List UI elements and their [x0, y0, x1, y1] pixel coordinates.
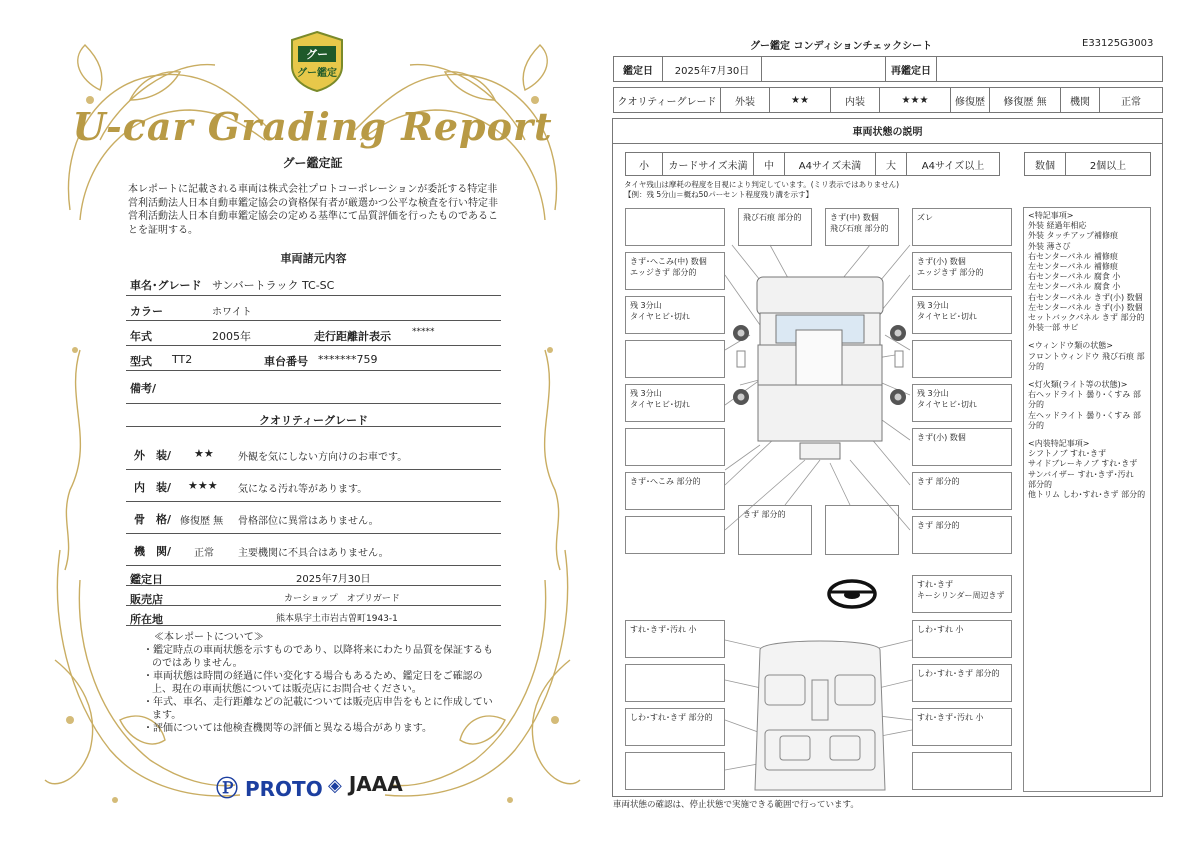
- quality-row-engine: 機 関/ 正常 主要機関に不具合はありません。: [126, 534, 501, 566]
- sheet-date-value: 2025年7月30日: [662, 56, 762, 82]
- sheet-repair-value: 修復歴 無: [989, 87, 1061, 113]
- int-box-r2: しわ･すれ･きず 部分的: [912, 664, 1012, 702]
- ext-box-r4: 残 3分山 タイヤヒビ･切れ: [912, 384, 1012, 422]
- goo-appraisal-logo-icon: [288, 30, 346, 92]
- ext-box-t4: ズレ: [912, 208, 1012, 246]
- appraisal-date-row: 鑑定日 2025年7月30日: [126, 566, 501, 586]
- spec-row-name: 車名･グレード サンバートラック TC-SC: [126, 270, 501, 296]
- grading-certificate: [40, 20, 585, 825]
- int-box-l1: すれ･きず･汚れ 小: [625, 620, 725, 658]
- int-box-l2: [625, 664, 725, 702]
- ext-box-t3: きず(中) 数個 飛び石痕 部分的: [825, 208, 899, 246]
- ext-box-r2: 残 3分山 タイヤヒビ･切れ: [912, 296, 1012, 334]
- int-box-l3: しわ･すれ･きず 部分的: [625, 708, 725, 746]
- description-title: 車両状態の説明: [612, 118, 1163, 144]
- quality-row-interior: 内 装/ ★★★ 気になる汚れ等があります。: [126, 470, 501, 502]
- certificate-intro: 本レポートに記載される車両は株式会社プロトコーポレーションが委託する特定非営利活動法人日本自動車鑑定協会の資格保有者が厳選かつ公平な検査を行い特定非営利活動法人日本自動車鑑定協会の定める基準にて品質評価を行ったものであることを証明する。: [128, 184, 498, 236]
- ext-box-r3: [912, 340, 1012, 378]
- quality-title: クオリティーグレード: [259, 414, 368, 427]
- proto-logo: Ⓟ PROTO: [216, 777, 323, 802]
- quality-row-frame: 骨 格/ 修復歴 無 骨格部位に異常はありません。: [126, 502, 501, 534]
- ext-box-r5: きず(小) 数個: [912, 428, 1012, 466]
- tire-note: タイヤ残山は摩耗の程度を目視により判定しています。(ミリ表示ではありません) 【例：残 5分山＝概ね50パーセント程度残り溝を示す】: [624, 180, 900, 199]
- spec-row-color: カラー ホワイト: [126, 296, 501, 321]
- ext-box-t1: [625, 208, 725, 246]
- ext-box-b2: [825, 505, 899, 555]
- ext-box-t2: 飛び石痕 部分的: [738, 208, 812, 246]
- ext-box-l1: きず･へこみ(中) 数個 エッジきず 部分的: [625, 252, 725, 290]
- spec-row-model: 型式 TT2 車台番号 *******759: [126, 346, 501, 371]
- steering-wheel-icon: [826, 578, 878, 610]
- ext-box-l7: [625, 516, 725, 554]
- quality-row-exterior: 外 装/ ★★ 外観を気にしない方向けのお車です。: [126, 438, 501, 470]
- certificate-title: グー鑑定証: [282, 156, 343, 170]
- int-box-r3: すれ･きず･汚れ 小: [912, 708, 1012, 746]
- int-box-r1: しわ･すれ 小: [912, 620, 1012, 658]
- int-box-wheel: すれ･きず キーシリンダー周辺きず: [912, 575, 1012, 613]
- ext-box-r6: きず 部分的: [912, 472, 1012, 510]
- ext-box-r7: きず 部分的: [912, 516, 1012, 554]
- sheet-engine-value: 正常: [1099, 87, 1163, 113]
- shop-row: 販売店 カーショップ オプリガード: [126, 586, 501, 606]
- jaaa-mark-icon: ◈: [328, 775, 342, 796]
- sheet-id: E33125G3003: [1082, 38, 1154, 49]
- ext-box-b1: きず 部分的: [738, 505, 812, 555]
- ext-box-r1: きず(小) 数個 エッジきず 部分的: [912, 252, 1012, 290]
- sheet-exterior-grade: ★★: [769, 87, 831, 113]
- svg-text:グー鑑定: グー鑑定: [297, 68, 337, 79]
- int-box-r4: [912, 752, 1012, 790]
- sheet-reappraisal-value: [936, 56, 1163, 82]
- spec-row-year: 年式 2005年 走行距離計表示 *****: [126, 321, 501, 346]
- sheet-interior-grade: ★★★: [879, 87, 951, 113]
- spec-row-remarks: 備考/: [126, 371, 501, 404]
- address-row: 所在地 熊本県宇土市岩古曽町1943-1: [126, 606, 501, 626]
- int-box-l4: [625, 752, 725, 790]
- spec-model-value: TT2: [172, 353, 193, 366]
- vehicle-interior-diagram: [720, 630, 920, 795]
- spec-name-value: サンバートラック TC-SC: [212, 279, 335, 292]
- ext-box-l4: 残 3分山 タイヤヒビ･切れ: [625, 384, 725, 422]
- ext-box-l5: [625, 428, 725, 466]
- ext-box-l3: [625, 340, 725, 378]
- sheet-title: グー鑑定 コンディションチェックシート: [750, 41, 933, 52]
- spec-year-value: 2005年: [212, 330, 251, 343]
- proto-mark-icon: Ⓟ: [216, 777, 239, 802]
- ext-box-l6: きず･へこみ 部分的: [625, 472, 725, 510]
- quality-divider: [126, 426, 501, 427]
- report-notes: ≪本レポートについて≫ ・鑑定時点の車両状態を示すものであり、以降将来にわたり品質を保証するものではありません。 ・車両状態は時間の経過に伴い変化する場合もあるため、鑑定日をご確認の上、現在の車両状態については販売店にお問合せください。 ・年式、車名、走行距離などの記載については販売店申告をもとに作成しています。 ・評価については他検査機関等の評価と異なる場合があります。: [143, 632, 493, 734]
- spec-color-value: ホワイト: [212, 307, 252, 318]
- svg-text:グー: グー: [306, 48, 328, 61]
- special-notes: <特記事項> 外装 経過年相応 外装 タッチアップ補修痕 外装 薄さび 右センターパネル 補修痕 左センターパネル 補修痕 右センターパネル 腐食 小 左センターパネル 腐食 小 右センターパネル きず(小) 数個 左センターパネル きず(小) 数個 セットバックパネル きず 部分的 外装一部 サビ <ウィンドウ類の状態> フロントウィンドウ 飛び石痕 部分的 <灯火類(ライト等の状態)> 右ヘッドライト 曇り･くすみ 部分的 左ヘッドライト 曇り･くすみ 部分的 <内装特記事項> シフトノブ すれ･きず サイドブレーキノブ すれ･きず サンバイザー すれ･きず･汚れ 部分的 他トリム しわ･すれ･きず 部分的: [1023, 207, 1151, 792]
- specs-title: 車両諸元内容: [280, 252, 347, 265]
- sheet-footer: 車両状態の確認は、停止状態で実施できる範囲で行っています。: [613, 800, 859, 810]
- spec-chassis-value: *******759: [318, 353, 378, 366]
- ext-box-l2: 残 3分山 タイヤヒビ･切れ: [625, 296, 725, 334]
- jaaa-logo: ◈ JAAA: [328, 772, 403, 796]
- report-script-title: U-car Grading Report: [72, 104, 553, 149]
- spec-mileage-value: *****: [412, 327, 435, 337]
